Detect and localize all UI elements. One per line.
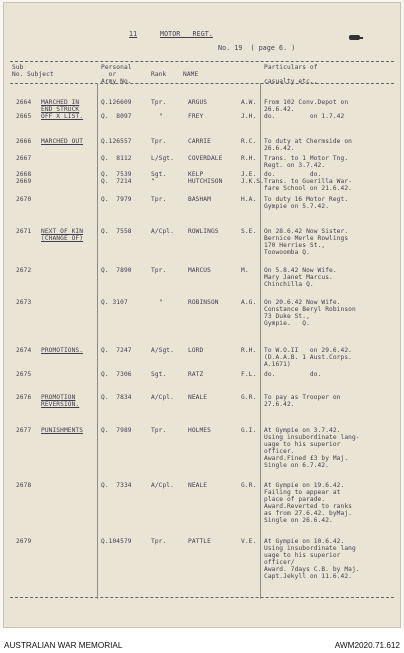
header-top-rule [10, 61, 394, 62]
col-particulars: Particulars of casualty etc., [264, 64, 318, 85]
row-rank: Tpr. [151, 138, 167, 145]
col-army-no: Personal or Army No. [101, 64, 132, 85]
row-rank: A/Cpl. [151, 394, 174, 401]
document-sheet [3, 2, 401, 628]
row-rank: Tpr. [151, 99, 167, 106]
column-divider [260, 83, 261, 599]
row-particulars: At Gympie on 3.7.42. Using insubordinate lang- uage to his superior officer. Award.Fined £3 by Maj. Single on 6.7.42. [264, 427, 360, 469]
row-no: 2675 [16, 371, 32, 378]
row-subject: MARCHED IN END STRUCK [41, 99, 80, 113]
row-name: RATZ [188, 371, 204, 378]
row-particulars: To duty 16 Motor Regt. Gympie on 5.7.42. [264, 196, 349, 210]
row-no: 2673 [16, 299, 32, 306]
row-name: LORD [188, 347, 204, 354]
row-no: 2679 [16, 538, 32, 545]
row-name: ROBINSON [188, 299, 219, 306]
row-rank: Tpr. [151, 196, 167, 203]
row-name: BASHAM [188, 196, 211, 203]
row-subject: NEXT OF KIN (CHANGE OF) [41, 228, 84, 242]
row-subject: PROMOTION REVERSION. [41, 394, 80, 408]
row-initials: G.R. [241, 394, 257, 401]
column-divider [97, 83, 98, 599]
row-name: ROWLINGS [188, 228, 219, 235]
row-no: 2672 [16, 267, 32, 274]
row-initials: J.H. [241, 113, 257, 120]
row-name: KELP HUTCHISON [188, 171, 223, 185]
col-rank: Rank [151, 71, 167, 78]
row-initials: G.I. [241, 427, 257, 434]
row-particulars: Trans. to 1 Motor Tng. Regt. on 3.7.42. [264, 155, 349, 169]
row-no: 2671 [16, 228, 32, 235]
row-no: 2668 2669 [16, 171, 32, 185]
col-subject: Subject [27, 71, 54, 78]
row-army-no: Q.126609 [101, 99, 132, 106]
row-name: PATTLE [188, 538, 211, 545]
row-army-no: Q. 7334 [101, 482, 132, 489]
row-particulars: To pay as Trooper on 27.6.42. [264, 394, 341, 408]
row-particulars: do. do. [264, 371, 322, 378]
header-bottom-rule [10, 83, 394, 84]
row-army-no: Q. 3107 [101, 299, 128, 306]
row-initials: F.L. [241, 371, 257, 378]
row-no: 2674 [16, 347, 32, 354]
row-no: 2667 [16, 155, 32, 162]
footer-rule [10, 597, 394, 598]
row-rank: A/Cpl. [151, 228, 174, 235]
row-army-no: Q. 8097 [101, 113, 132, 120]
row-name: MARCUS [188, 267, 211, 274]
row-initials: R.C. [241, 138, 257, 145]
row-name: ARGUS [188, 99, 208, 106]
row-name: HOLMES [188, 427, 211, 434]
row-army-no: Q. 7247 [101, 347, 132, 354]
row-no: 2670 [16, 196, 32, 203]
row-no: 2677 [16, 427, 32, 434]
unit-title: MOTOR REGT. [160, 30, 213, 38]
row-particulars: do. do. Trans. to Guerilla War- fare School on 21.6.42. [264, 171, 352, 192]
row-name: NEALE [188, 394, 208, 401]
row-army-no: Q. 8112 [101, 155, 132, 162]
row-no: 2664 [16, 99, 32, 106]
col-name: NAME [183, 71, 199, 78]
row-army-no: Q. 7834 [101, 394, 132, 401]
row-rank: Sgt. " [151, 171, 167, 185]
row-initials: J.E. J.K.S. [241, 171, 264, 185]
row-army-no: Q. 7979 [101, 196, 132, 203]
row-army-no: Q. 7890 [101, 267, 132, 274]
row-initials: M. [241, 267, 249, 274]
row-initials: R.H. [241, 347, 257, 354]
row-rank: A/Cpl. [151, 482, 174, 489]
row-particulars: do. on 1.7.42 [264, 113, 345, 120]
row-name: COVERDALE [188, 155, 223, 162]
row-army-no: Q.104579 [101, 538, 132, 545]
row-army-no: Q. 7539 Q. 7214 [101, 171, 132, 185]
row-particulars: To duty at Chermside on 26.6.42. [264, 138, 352, 152]
row-particulars: From 102 Conv.Depot on 26.6.42. [264, 99, 349, 113]
row-rank: " [159, 113, 163, 120]
row-rank: Tpr. [151, 538, 167, 545]
row-rank: Tpr. [151, 267, 167, 274]
row-initials: R.H. [241, 155, 257, 162]
row-rank: A/Sgt. [151, 347, 174, 354]
row-rank: Tpr. [151, 427, 167, 434]
footer-accession-number: AWM2020.71.612 [334, 641, 400, 650]
unit-number: 11 [129, 30, 138, 38]
row-army-no: Q. 7306 [101, 371, 132, 378]
row-particulars: On 5.8.42 Now Wife. Mary Janet Marcus. Chinchilla Q. [264, 267, 337, 288]
row-initials: A.G. [241, 299, 257, 306]
row-no: 2666 [16, 138, 32, 145]
row-particulars: At Gympie on 19.6.42. Failing to appear at place of parade. Award.Reverted to ranks as from 27.6.42. byMaj. Single on 26.6.42. [264, 482, 352, 524]
row-particulars: On 28.6.42 Now Sister. Bernice Merle Rowlings 170 Herries St., Toowoomba Q. [264, 228, 349, 256]
row-name: FREY [188, 113, 204, 120]
row-no: 2665 [16, 113, 32, 120]
row-rank: Sgt. [151, 371, 167, 378]
row-subject: PUNISHMENTS [41, 427, 84, 434]
row-initials: V.E. [241, 538, 257, 545]
row-name: CARRIE [188, 138, 211, 145]
row-army-no: Q. 7558 [101, 228, 132, 235]
row-rank: " [159, 299, 163, 306]
row-name: NEALE [188, 482, 208, 489]
row-particulars: On 20.6.42 Now Wife. Constance Beryl Robinson 73 Duke St., Gympie. Q. [264, 299, 356, 327]
row-army-no: Q. 7989 [101, 427, 132, 434]
row-no: 2678 [16, 482, 32, 489]
row-initials: G.R. [241, 482, 257, 489]
row-particulars: To W.O.II on 29.6.42. (D.A.A.B. 1 Aust.Corps. A.1671) [264, 347, 352, 368]
row-subject: PROMOTIONS. [41, 347, 84, 354]
row-initials: H.A. [241, 196, 257, 203]
page-info: No. 19 ( page 6. ) [218, 44, 296, 52]
row-rank: L/Sgt. [151, 155, 174, 162]
row-initials: A.W. [241, 99, 257, 106]
row-army-no: Q.126557 [101, 138, 132, 145]
col-sub-no: Sub No. [12, 64, 24, 78]
footer-institution: AUSTRALIAN WAR MEMORIAL [4, 641, 123, 650]
paper-clip-tail [359, 37, 363, 39]
row-subject: OFF X LIST. [41, 113, 84, 120]
row-particulars: At Gympie on 10.6.42. Using insubordinate lang uage to his superior officer/ Award. 7days C.B. by Maj. Capt.Jekyll on 11.6.42. [264, 538, 360, 580]
row-initials: S.E. [241, 228, 257, 235]
row-no: 2676 [16, 394, 32, 401]
row-subject: MARCHED OUT [41, 138, 84, 145]
